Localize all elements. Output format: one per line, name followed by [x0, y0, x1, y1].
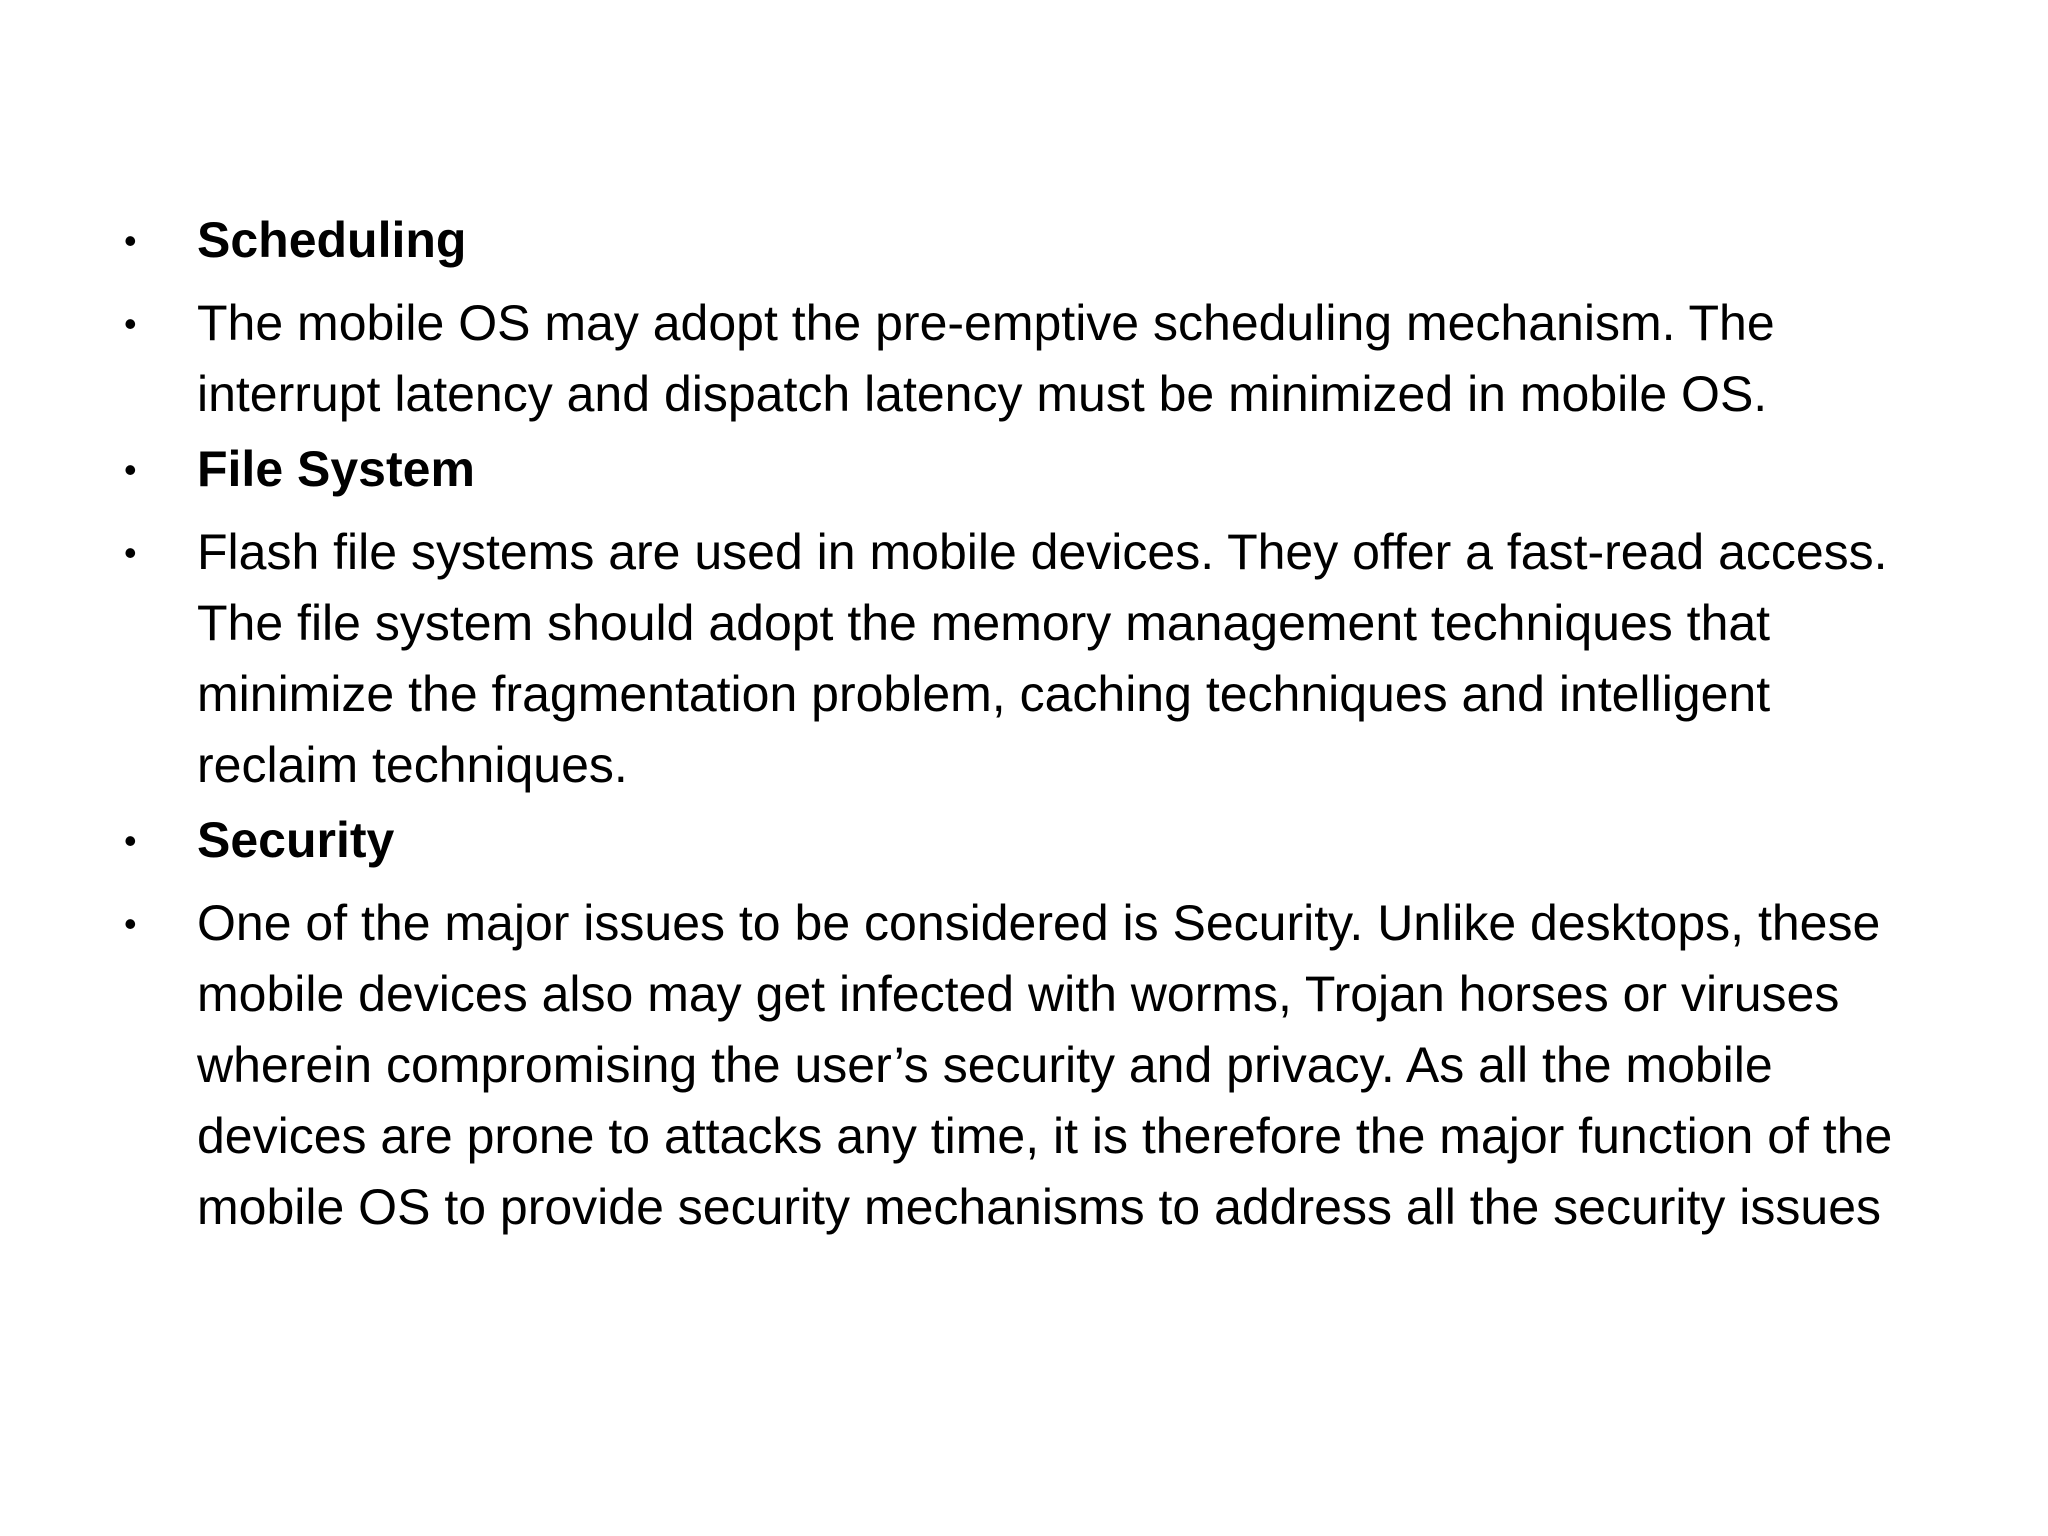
bullet-icon: • [124, 820, 137, 861]
bullet-item-scheduling-heading [118, 205, 1938, 276]
bullet-item-security-heading [118, 805, 1938, 876]
bullet-item-filesystem-heading [118, 434, 1938, 505]
bullet-item-security-body [118, 888, 1938, 1243]
bullet-list [118, 205, 1938, 1255]
bullet-icon: • [124, 903, 137, 944]
bullet-icon: • [124, 532, 137, 573]
bullet-icon: • [124, 449, 137, 490]
bullet-item-filesystem-body [118, 517, 1938, 801]
paragraph-scheduling: The mobile OS may adopt the pre-emptive scheduling mechanism. The interrupt latency and dispatch latency must be minimized in mobile OS. [197, 295, 1775, 422]
heading-file-system: File System [197, 441, 475, 497]
paragraph-file-system: Flash file systems are used in mobile devices. They offer a fast-read access. The file system should adopt the memory management techniques that minimize the fragmentation problem, caching techniques and intelligent reclaim techniques. [197, 524, 1888, 793]
heading-scheduling: Scheduling [197, 212, 467, 268]
bullet-icon: • [124, 220, 137, 261]
paragraph-security: One of the major issues to be considered is Security. Unlike desktops, these mobile devices also may get infected with worms, Trojan horses or viruses wherein compromising the user’s security and privacy. As all the mobile devices are prone to attacks any time, it is therefore the major function of the mobile OS to provide security mechanisms to address all the security issues [197, 895, 1893, 1235]
heading-security: Security [197, 812, 395, 868]
bullet-item-scheduling-body [118, 288, 1938, 430]
bullet-icon: • [124, 303, 137, 344]
